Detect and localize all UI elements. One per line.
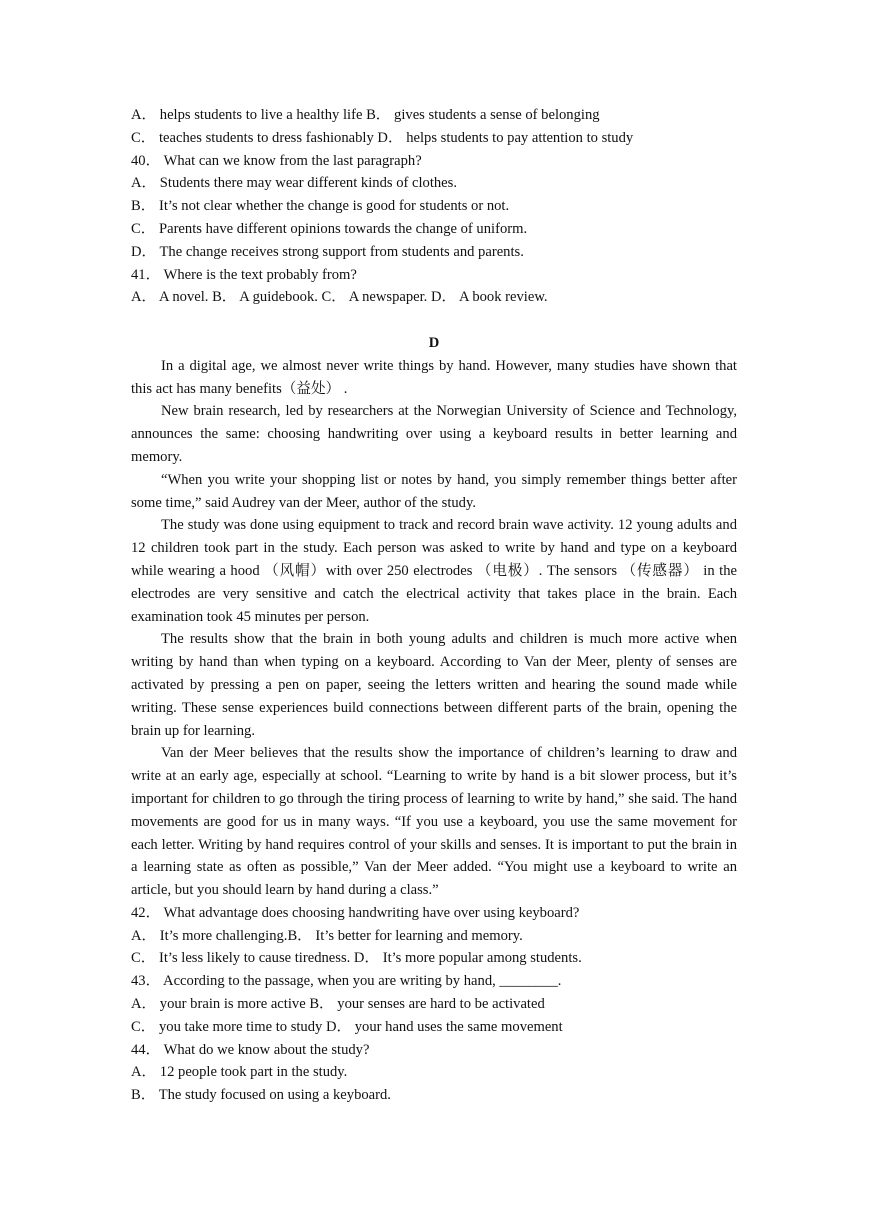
option-line: A． Students there may wear different kinds of clothes. [131, 175, 457, 192]
option-line: A． helps students to live a healthy life B． gives students a sense of belonging [131, 107, 600, 123]
question-options-top [131, 104, 737, 309]
option-line: A． A novel. B． A guidebook. C． A newspaper. D． A book review. [131, 289, 548, 306]
question-line: 40． What can we know from the last paragraph? [131, 152, 422, 169]
option-line: C． It’s less likely to cause tiredness. D． It’s more popular among students. [131, 950, 582, 967]
passage-paragraph: New brain research, led by researchers at the Norwegian University of Science and Technology, announces the same: choosing handwriting over using a keyboard results in better learning and memory. [131, 403, 737, 465]
passage-paragraph: The study was done using equipment to track and record brain wave activity. 12 young adults and 12 children took part in the study. Each person was asked to write by hand and type on a keyboard while wearing a hood （风帽）with over 250 electrodes （电极）. The sensors （传感器） in the electrodes are very sensitive and catch the electrical activity that takes place in the brain. Each examination took 45 minutes per person. [131, 517, 737, 625]
option-line: B． It’s not clear whether the change is good for students or not. [131, 198, 510, 215]
passage-paragraph: In a digital age, we almost never write things by hand. However, many studies have shown that this act has many benefits（益处） . [131, 357, 737, 397]
option-line: C． you take more time to study D． your hand uses the same movement [131, 1018, 563, 1035]
question-options-bottom [131, 902, 737, 1107]
option-line: A． It’s more challenging.B． It’s better for learning and memory. [131, 927, 523, 944]
option-line: A． 12 people took part in the study. [131, 1064, 348, 1081]
passage [131, 355, 737, 902]
question-line: 43． According to the passage, when you are writing by hand, ________. [131, 973, 562, 990]
passage-paragraph: The results show that the brain in both young adults and children is much more active when writing by hand than when typing on a keyboard. According to Van der Meer, plenty of senses are activated by pressing a pen on paper, seeing the letters written and hearing the sound made while writing. These sense experiences build connections between different parts of the brain, opening the brain up for learning. [131, 631, 737, 739]
passage-paragraph: Van der Meer believes that the results show the importance of children’s learning to draw and write at an early age, especially at school. “Learning to write by hand is a bit slower process, but it’s important for children to go through the tiring process of learning to write by hand,” she said. The hand movements are good for us in many ways. “If you use a keyboard, you use the same movement for each letter. Writing by hand requires control of your skills and senses. It is important to put the brain in a learning state as often as possible,” Van der Meer added. “You might use a keyboard to write an article, but you should learn by hand during a class.” [131, 745, 737, 899]
option-line: A． your brain is more active B． your senses are hard to be activated [131, 996, 545, 1013]
question-line: 44． What do we know about the study? [131, 1041, 370, 1058]
option-line: C． teaches students to dress fashionably D． helps students to pay attention to study [131, 129, 634, 146]
document-page [131, 104, 737, 1107]
option-line: C． Parents have different opinions towards the change of uniform. [131, 220, 528, 237]
section-heading: D [428, 334, 440, 351]
option-line: B． The study focused on using a keyboard. [131, 1087, 391, 1104]
question-line: 41． Where is the text probably from? [131, 266, 357, 283]
option-line: D． The change receives strong support from students and parents. [131, 243, 524, 260]
question-line: 42． What advantage does choosing handwriting have over using keyboard? [131, 904, 580, 921]
passage-paragraph: “When you write your shopping list or notes by hand, you simply remember things better after some time,” said Audrey van der Meer, author of the study. [131, 471, 737, 511]
